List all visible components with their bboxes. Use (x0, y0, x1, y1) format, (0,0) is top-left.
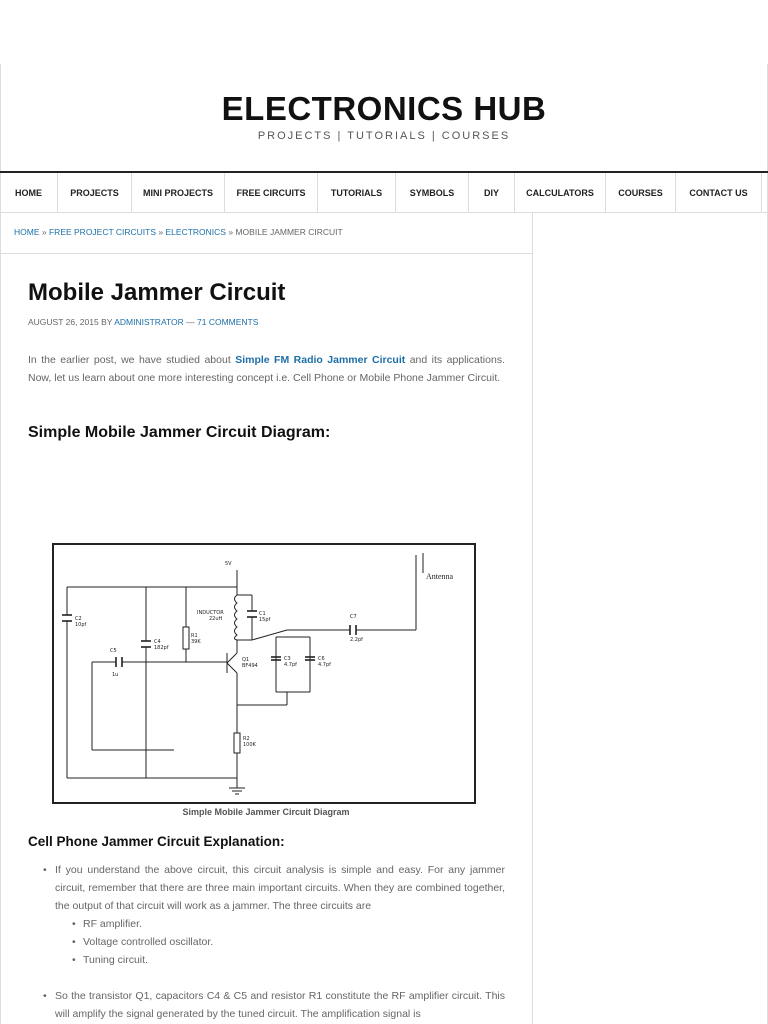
label-inductor-value: 22uH (209, 616, 223, 622)
nav-item-projects[interactable]: PROJECTS (58, 173, 132, 213)
nav-item-tutorials[interactable]: TUTORIALS (318, 173, 396, 213)
label-inductor: INDUCTOR (197, 610, 224, 616)
breadcrumb-separator: » (41, 227, 47, 237)
meta-dash: — (186, 317, 195, 327)
label-c5: C5 (110, 648, 117, 654)
sublist-item-tuning-circuit: • Tuning circuit. (28, 951, 505, 969)
label-antenna: Antenna (426, 572, 454, 581)
label-c6: C6 (318, 656, 325, 662)
label-r2: R2 (243, 736, 250, 742)
nav-item-courses[interactable]: COURSES (606, 173, 676, 213)
label-c7: C7 (350, 614, 357, 620)
label-r1-value: 39K (191, 639, 201, 645)
label-c4: C4 (154, 639, 161, 645)
fm-radio-jammer-link[interactable]: Simple FM Radio Jammer Circuit (235, 354, 406, 366)
breadcrumb-divider (0, 253, 533, 254)
label-r2-value: 100K (243, 742, 256, 748)
main-navigation (0, 171, 768, 213)
label-q1: Q1 (242, 657, 250, 663)
label-c5-value: 1u (112, 672, 119, 678)
circuit-diagram (54, 545, 474, 802)
label-c4-value: 182pf (154, 645, 169, 651)
site-title[interactable]: ELECTRONICS HUB (221, 90, 547, 127)
sublist-item-vco: • Voltage controlled oscillator. (28, 933, 505, 951)
label-c2-value: 10pf (75, 622, 87, 628)
explanation-list (28, 861, 505, 1023)
breadcrumb-current: MOBILE JAMMER CIRCUIT (235, 227, 343, 237)
post-meta (28, 317, 258, 327)
circuit-sublist (28, 915, 505, 969)
nav-item-calculators[interactable]: CALCULATORS (515, 173, 606, 213)
post-date: AUGUST 26, 2015 (28, 317, 99, 327)
breadcrumb (14, 227, 343, 237)
post-author-link[interactable]: ADMINISTRATOR (114, 317, 184, 327)
nav-item-contact-us[interactable]: CONTACT US (676, 173, 762, 213)
sublist-item-rf-amplifier: • RF amplifier. (28, 915, 505, 933)
nav-item-home[interactable]: HOME (0, 173, 58, 213)
nav-item-mini-projects[interactable]: MINI PROJECTS (132, 173, 225, 213)
intro-paragraph (28, 351, 505, 387)
content-column (0, 213, 533, 1024)
site-header (0, 64, 768, 172)
label-c1: C1 (259, 611, 266, 617)
diagram-heading: Simple Mobile Jammer Circuit Diagram: (28, 424, 331, 441)
intro-text-end: and its applications. Now, let us learn about one more interesting concept i.e. Cell Phone or Mobile Phone Jammer Circuit. (28, 354, 505, 384)
figure-caption: Simple Mobile Jammer Circuit Diagram (182, 807, 350, 817)
explanation-heading: Cell Phone Jammer Circuit Explanation: (28, 834, 285, 849)
circuit-diagram-figure (52, 543, 476, 804)
nav-item-diy[interactable]: DIY (469, 173, 515, 213)
site-description: PROJECTS | TUTORIALS | COURSES (257, 130, 511, 142)
label-c6-value: 4.7pf (318, 662, 331, 668)
label-c7-value: 2.2pf (350, 637, 363, 643)
post-comments-link[interactable]: 71 COMMENTS (197, 317, 259, 327)
label-c3-value: 4.7pf (284, 662, 297, 668)
list-item: • So the transistor Q1, capacitors C4 & C5 and resistor R1 constitute the RF amplifier circuit. This will amplify the signal generated by the tuned circuit. The amplification signal is (28, 987, 505, 1023)
label-r1: R1 (191, 633, 198, 639)
label-c3: C3 (284, 656, 291, 662)
list-item: • If you understand the above circuit, this circuit analysis is simple and easy. For any jammer circuit, remember that there are three main important circuits. When they are combined together, the output of that circuit will work as a jammer. The three circuits are (28, 861, 505, 915)
post-title: Mobile Jammer Circuit (28, 279, 286, 306)
nav-item-free-circuits[interactable]: FREE CIRCUITS (225, 173, 318, 213)
label-q1-value: BF494 (242, 663, 258, 669)
breadcrumb-free-project-circuits-link[interactable]: FREE PROJECT CIRCUITS (48, 227, 157, 237)
label-c1-value: 15pf (259, 617, 271, 623)
nav-item-symbols[interactable]: SYMBOLS (396, 173, 469, 213)
intro-text-start: In the earlier post, we have studied about (28, 354, 236, 366)
breadcrumb-separator: » (228, 227, 234, 237)
list-spacer (28, 969, 505, 987)
label-c2: C2 (75, 616, 82, 622)
label-supply: 5V (225, 561, 232, 567)
breadcrumb-separator: » (158, 227, 164, 237)
post-by: BY (101, 317, 113, 327)
breadcrumb-home-link[interactable]: HOME (14, 227, 40, 237)
breadcrumb-electronics-link[interactable]: ELECTRONICS (165, 227, 226, 237)
